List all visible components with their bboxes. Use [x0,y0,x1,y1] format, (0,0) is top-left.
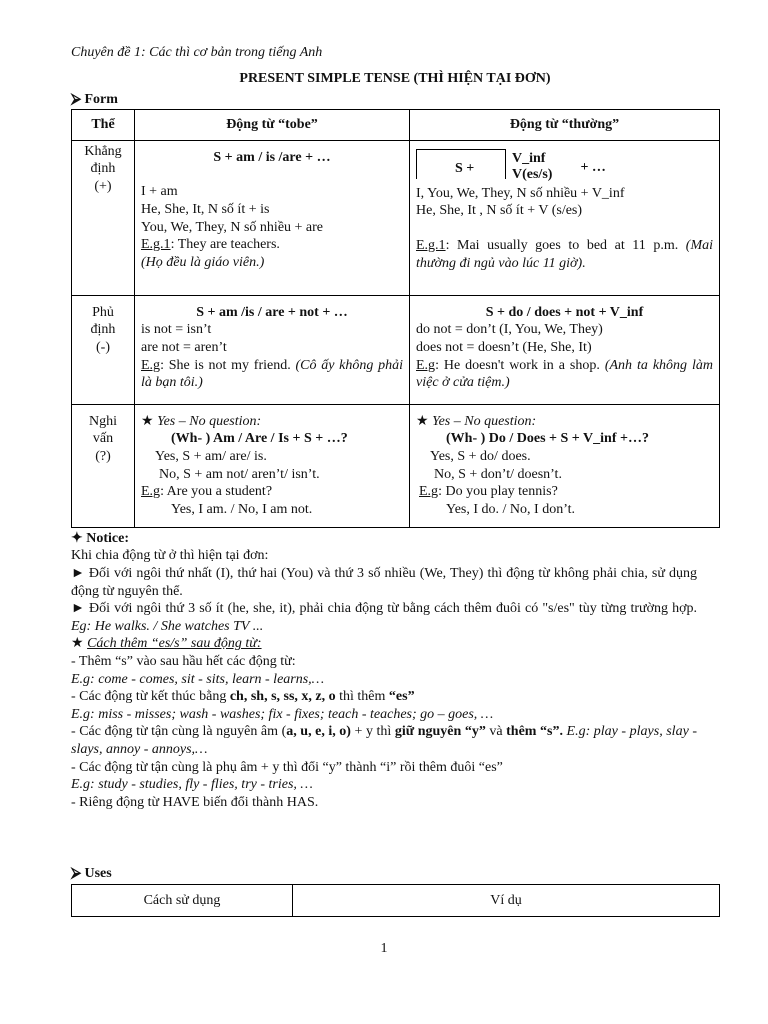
rule-bold: a, u, e, i, o) [286,724,351,740]
rule-example: E.g: play - plays, slay - slays, annoy - annoys,… [71,724,697,757]
label-line: vấn [92,431,114,447]
eg-label: E.g [141,357,161,373]
qtype-text: Yes – No question: [157,413,262,429]
notice-point-text: Đối với ngôi thứ 3 số ít (he, she, it), phải chia động từ bằng cách thêm đuôi có "s/es" tùy từng trường hợp. [88,601,698,617]
uses-heading-text: Uses [84,866,112,882]
rule-1: - Thêm “s” vào sau hầu hết các động từ: [71,653,296,669]
uses-table [71,884,720,917]
rule-text: và [485,724,507,740]
formula-verbs [512,149,552,183]
eg-text: : Mai usually goes to bed at 11 p.m. [445,237,679,253]
notice-point-text: Đối với ngôi thứ nhất (I), thứ hai (You) và thứ 3 số nhiều (We, They) thì động từ không phải chia, sử dụng động từ nguyên thể. [71,565,698,599]
tobe-example [141,236,403,254]
verb-example [416,357,713,392]
rule-1-example: E.g: come - comes, sit - sits, learn - learns,… [71,671,325,687]
rule-5: - Riêng động từ HAVE biến đổi thành HAS. [71,794,319,810]
tobe-no: No, S + am not/ aren’t/ isn’t. [159,466,320,482]
formula-vs: V(es/s) [512,166,553,182]
formula-vinf: V_inf [512,150,546,166]
verb-line: does not = doesn’t (He, She, It) [416,339,592,355]
notice-heading [71,530,697,548]
verb-example [416,237,713,272]
document-title: PRESENT SIMPLE TENSE (THÌ HIỆN TẠI ĐƠN) [239,70,551,86]
eg-label: E.g.1 [141,237,171,253]
question-label [72,404,135,527]
tobe-yes: Yes, S + am/ are/ is. [155,448,267,464]
rule-heading [71,635,697,653]
affirmative-verb [410,140,720,295]
question-tobe [135,404,410,527]
label-line: Nghi [89,413,117,429]
verb-line: do not = don’t (I, You, We, They) [416,322,603,338]
rule-bold: giữ nguyên “y” [394,724,486,740]
notice-section [71,530,697,812]
tobe-line: He, She, It, N số ít + is [141,201,270,217]
notice-point-1 [71,565,697,600]
verb-line: I, You, We, They, N số nhiều + V_inf [416,185,625,201]
star-icon: ★ [416,413,429,429]
notice-point-2 [71,600,697,635]
uses-heading [71,865,719,883]
verb-formula: (Wh- ) Do / Does + S + V_inf +…? [446,431,649,447]
affirmative-tobe [135,140,410,295]
tobe-line: is not = isn’t [141,322,212,338]
eg-translation: (Cô ấy không phải là bạn tôi.) [141,357,404,391]
eg-text: : Are you a student? [160,484,273,500]
rule-text: - Các động từ kết thúc bằng [71,689,230,705]
eg-translation: (Mai thường đi ngủ vào lúc 11 giờ). [416,237,714,271]
label-line: định [90,322,116,338]
eg-translation: (Anh ta không làm việc ở cửa tiệm.) [416,357,713,391]
eg-label: E.g [419,484,439,500]
form-table [71,109,720,528]
tobe-example [141,357,403,392]
label-line: định [90,161,116,177]
sparkle-icon: ✦ [71,530,83,546]
label-line: (+) [94,178,112,194]
negative-verb [410,295,720,404]
negative-tobe [135,295,410,404]
verb-line: He, She, It , N số ít + V (s/es) [416,203,583,219]
arrow-bullet-icon: ⮚ [71,866,81,882]
arrow-bullet-icon: ⮚ [71,92,81,108]
rule-4-example: E.g: study - studies, fly - flies, try - tries, … [71,777,313,793]
tobe-line: I + am [141,184,178,200]
header-type: Thể [72,109,135,140]
eg-label: E.g.1 [416,237,446,253]
verb-formula: S + do / does + not + V_inf [485,304,644,320]
page [71,44,719,917]
uses-col-usage: Cách sử dụng [72,884,293,916]
tobe-translation: (Họ đều là giáo viên.) [141,254,265,270]
rule-bold: “es” [388,689,415,705]
label-line: (-) [96,339,110,355]
negative-row [72,295,720,404]
tobe-formula: (Wh- ) Am / Are / Is + S + …? [171,431,348,447]
tobe-formula: S + am /is / are + not + … [196,304,348,320]
rule-2 [71,688,697,706]
affirmative-row [72,140,720,295]
qtype-line [141,413,403,431]
eg-text: : She is not my friend. [160,357,291,373]
eg-label: E.g [141,484,161,500]
star-icon: ★ [141,413,154,429]
rule-4: - Các động từ tận cùng là phụ âm + y thì đổi “y” thành “i” rồi thêm đuôi “es” [71,759,503,775]
rule-3 [71,723,697,758]
form-heading [71,91,719,109]
rule-bold: thêm “s”. [506,724,563,740]
rule-heading-text: Cách thêm “es/s” sau động từ: [87,636,262,652]
page-number: 1 [380,941,388,956]
question-verb [410,404,720,527]
rule-text: thì thêm [335,689,389,705]
label-line: Phủ [92,304,114,320]
tobe-line: You, We, They, N số nhiều + are [141,219,324,235]
rule-2-example: E.g: miss - misses; wash - washes; fix - fixes; teach - teaches; go – goes, … [71,706,494,722]
chapter-title: Chuyên đề 1: Các thì cơ bản trong tiếng Anh [71,45,323,60]
eg-label: E.g [416,357,436,373]
tobe-example-answer: Yes, I am. / No, I am not. [171,501,313,517]
tobe-line: are not = aren’t [141,339,227,355]
verb-example [416,483,713,501]
qtype-line [416,413,713,431]
uses-header-row [72,884,720,916]
negative-label [72,295,135,404]
header-tobe: Động từ “tobe” [135,109,410,140]
eg-text: : They are teachers. [170,237,280,253]
verb-no: No, S + don’t/ doesn’t. [434,466,562,482]
affirmative-label [72,140,135,295]
notice-point-example: Eg: He walks. / She watches TV ... [71,618,264,634]
rule-bold: ch, sh, s, ss, x, z, o [229,689,336,705]
eg-text: : Do you play tennis? [438,484,558,500]
notice-heading-text: Notice: [86,530,129,546]
verb-formula [416,149,713,183]
formula-subject [416,149,506,179]
uses-col-example: Ví dụ [293,884,720,916]
triangle-bullet-icon: ► [71,565,85,581]
rule-text: + y thì [350,724,395,740]
star-icon: ★ [71,636,84,652]
notice-intro: Khi chia động từ ở thì hiện tại đơn: [71,548,269,564]
form-heading-text: Form [84,92,118,108]
tobe-example [141,483,403,501]
triangle-bullet-icon: ► [71,601,85,617]
label-line: Khẳng [84,143,122,159]
eg-text: : He doesn't work in a shop. [435,357,600,373]
formula-s: S + [455,160,475,176]
formula-end: + … [580,159,606,175]
verb-example-answer: Yes, I do. / No, I don’t. [446,501,575,517]
tobe-formula: S + am / is /are + … [213,149,331,165]
verb-yes: Yes, S + do/ does. [430,448,531,464]
rule-text: - Các động từ tận cùng là nguyên âm ( [71,724,287,740]
question-row [72,404,720,527]
table-header-row [72,109,720,140]
header-ordinary: Động từ “thường” [410,109,720,140]
qtype-text: Yes – No question: [432,413,537,429]
label-line: (?) [95,448,111,464]
